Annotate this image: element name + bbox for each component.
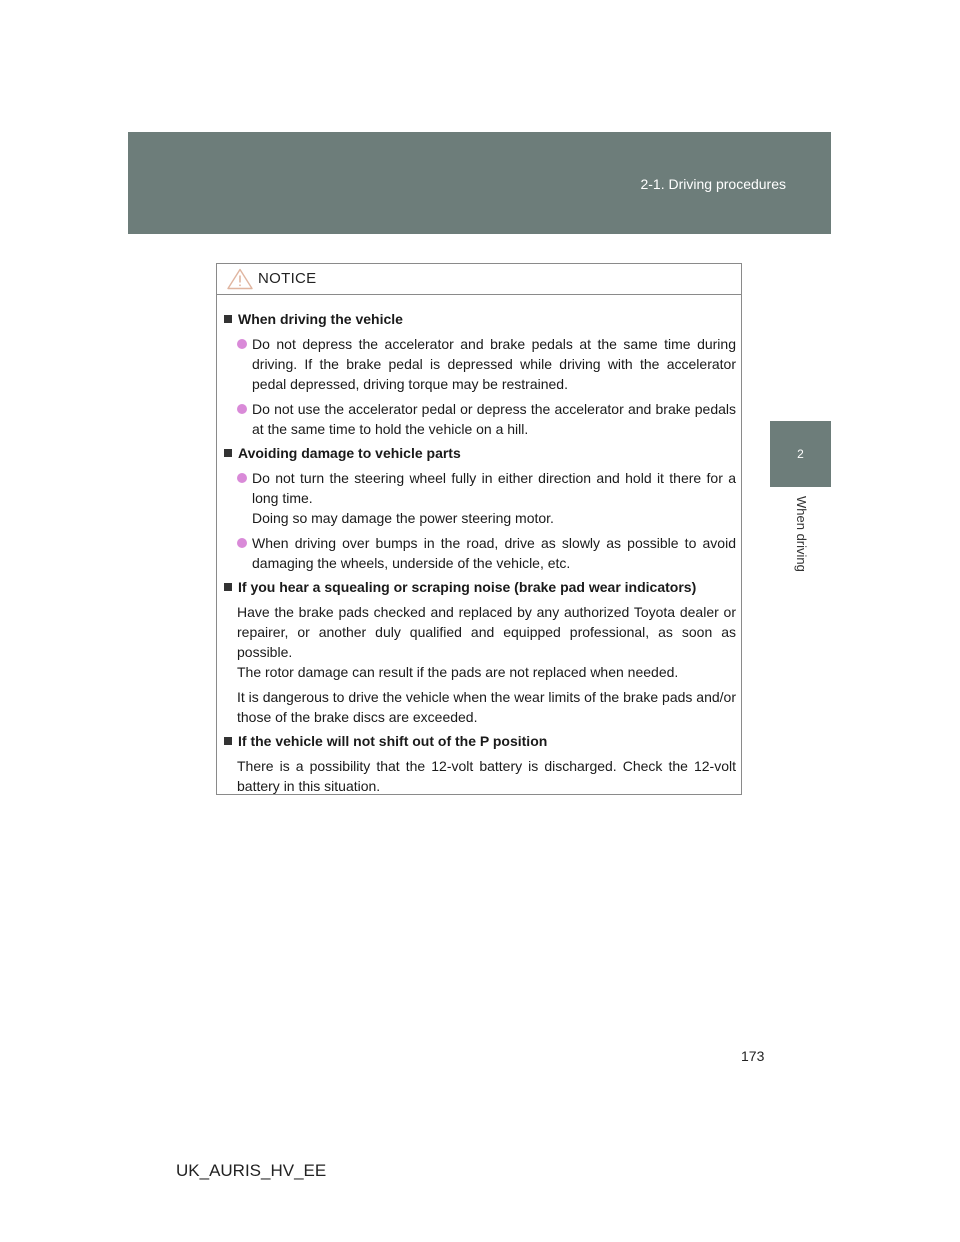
notice-header bbox=[217, 264, 741, 295]
list-item bbox=[237, 533, 736, 573]
notice-heading-text: If the vehicle will not shift out of the P position bbox=[238, 733, 548, 749]
list-item bbox=[237, 334, 736, 394]
list-item-text bbox=[252, 468, 736, 528]
paragraph bbox=[237, 756, 736, 796]
section-title: 2-1. Driving procedures bbox=[640, 176, 786, 192]
list-item-text bbox=[252, 334, 736, 394]
list-item-text bbox=[252, 533, 736, 573]
text-line: Have the brake pads checked and replaced by any authorized Toyota dealer or repairer, or another duly qualified and equipped professional, as soon as possible. bbox=[237, 604, 736, 660]
round-bullet-icon bbox=[237, 473, 247, 483]
list-item-text bbox=[252, 399, 736, 439]
chapter-label: When driving bbox=[794, 496, 809, 572]
square-bullet-icon bbox=[224, 583, 232, 591]
round-bullet-icon bbox=[237, 538, 247, 548]
text-line: When driving over bumps in the road, drive as slowly as possible to avoid damaging the wheels, underside of the vehicle, etc. bbox=[252, 535, 736, 571]
notice-heading bbox=[223, 310, 736, 329]
notice-heading bbox=[223, 578, 736, 597]
notice-heading-text: When driving the vehicle bbox=[238, 311, 403, 327]
square-bullet-icon bbox=[224, 449, 232, 457]
notice-box bbox=[216, 263, 742, 795]
paragraph bbox=[237, 687, 736, 727]
chapter-number: 2 bbox=[797, 447, 804, 461]
notice-heading-text: Avoiding damage to vehicle parts bbox=[238, 445, 461, 461]
page-number: 173 bbox=[741, 1048, 765, 1064]
list-item bbox=[237, 468, 736, 528]
notice-title: NOTICE bbox=[258, 270, 317, 287]
notice-heading-text: If you hear a squealing or scraping noise (brake pad wear indicators) bbox=[238, 579, 697, 595]
chapter-tab bbox=[770, 421, 831, 487]
header-band bbox=[128, 132, 831, 234]
text-line: There is a possibility that the 12-volt battery is discharged. Check the 12-volt battery in this situation. bbox=[237, 758, 736, 794]
text-line: Doing so may damage the power steering motor. bbox=[252, 510, 554, 526]
notice-heading bbox=[223, 444, 736, 463]
list-item bbox=[237, 399, 736, 439]
notice-body bbox=[217, 295, 741, 796]
text-line: It is dangerous to drive the vehicle when the wear limits of the brake pads and/or those of the brake discs are exceeded. bbox=[237, 689, 736, 725]
square-bullet-icon bbox=[224, 737, 232, 745]
warning-triangle-icon bbox=[227, 268, 253, 290]
notice-heading bbox=[223, 732, 736, 751]
square-bullet-icon bbox=[224, 315, 232, 323]
text-line: The rotor damage can result if the pads are not replaced when needed. bbox=[237, 664, 679, 680]
text-line: Do not use the accelerator pedal or depress the accelerator and brake pedals at the same time to hold the vehicle on a hill. bbox=[252, 401, 736, 437]
document-id: UK_AURIS_HV_EE bbox=[176, 1161, 327, 1180]
round-bullet-icon bbox=[237, 339, 247, 349]
paragraph bbox=[237, 602, 736, 682]
text-line: Do not turn the steering wheel fully in either direction and hold it there for a long time. bbox=[252, 470, 736, 506]
round-bullet-icon bbox=[237, 404, 247, 414]
text-line: Do not depress the accelerator and brake pedals at the same time during driving. If the brake pedal is depressed while driving with the accelerator pedal depressed, driving torque may be restrained. bbox=[252, 336, 736, 392]
